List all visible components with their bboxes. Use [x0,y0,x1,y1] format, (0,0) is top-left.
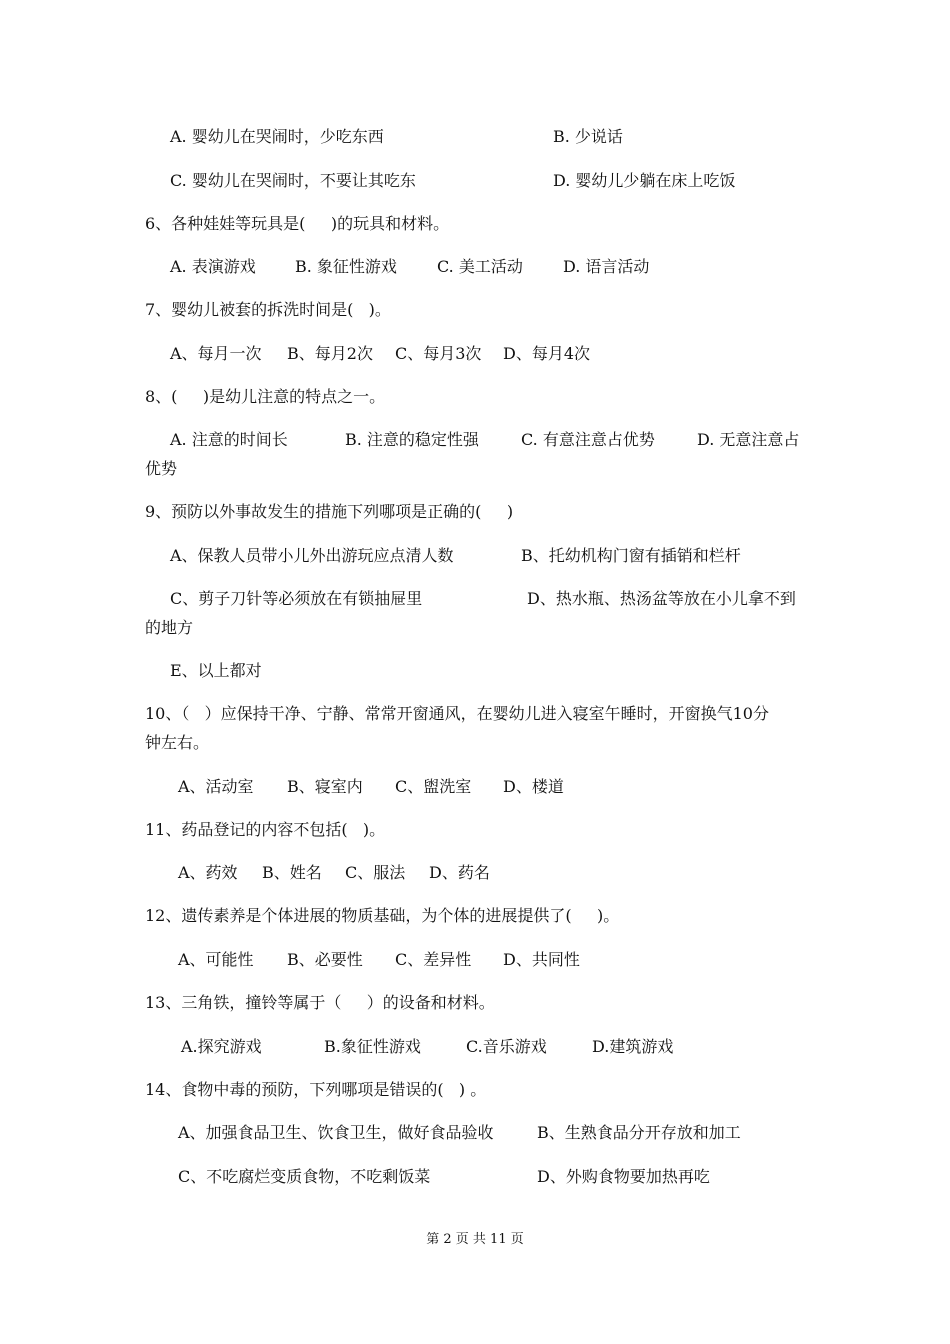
option-d: D. 无意注意占 [697,430,800,449]
option-c: C、剪子刀针等必须放在有锁抽屉里 [170,589,423,608]
question-stem-continuation: 钟左右。 [145,733,210,752]
option-d: D、楼道 [503,777,564,796]
option-d: D、每月4次 [503,344,591,363]
option-a: A、可能性 [178,950,254,969]
question-stem: 10、（ ）应保持干净、宁静、常常开窗通风，在婴幼儿进入寝室午睡时，开窗换气10分 [145,704,769,723]
question-stem: 6、各种娃娃等玩具是( )的玩具和材料。 [145,214,450,233]
option-c: C、每月3次 [395,344,482,363]
option-d-continuation: 优势 [145,459,178,478]
option-d: D、外购食物要加热再吃 [537,1167,710,1186]
option-d: D. 婴幼儿少躺在床上吃饭 [553,171,736,190]
option-a: A、加强食品卫生、饮食卫生，做好食品验收 [178,1123,494,1142]
option-c: C、盥洗室 [395,777,472,796]
option-c: C、服法 [345,863,406,882]
option-d: D、热水瓶、热汤盆等放在小儿拿不到 [527,589,796,608]
option-b: B、必要性 [287,950,363,969]
option-a: A、每月一次 [170,344,262,363]
option-b: B. 注意的稳定性强 [345,430,479,449]
option-a: A.探究游戏 [181,1037,262,1056]
option-a: A、药效 [178,863,238,882]
option-b: B、姓名 [262,863,322,882]
question-stem: 12、遗传素养是个体进展的物质基础，为个体的进展提供了( )。 [145,906,620,925]
option-c: C、不吃腐烂变质食物，不吃剩饭菜 [178,1167,431,1186]
option-d: D. 语言活动 [563,257,650,276]
option-b: B. 少说话 [553,127,623,146]
option-b: B.象征性游戏 [324,1037,421,1056]
question-stem: 9、预防以外事故发生的措施下列哪项是正确的( ) [145,502,514,521]
page-footer: 第 2 页 共 11 页 [426,1232,524,1247]
question-stem: 8、( )是幼儿注意的特点之一。 [145,387,386,406]
question-stem: 11、药品登记的内容不包括( )。 [145,820,386,839]
option-d: D、共同性 [503,950,580,969]
option-c: C. 婴幼儿在哭闹时，不要让其吃东 [170,171,416,190]
option-a: A. 注意的时间长 [170,430,288,449]
option-b: B、生熟食品分开存放和加工 [537,1123,741,1142]
option-d-continuation: 的地方 [145,618,194,637]
option-a: A. 婴幼儿在哭闹时，少吃东西 [170,127,384,146]
option-a: A、保教人员带小儿外出游玩应点清人数 [170,546,454,565]
option-c: C. 有意注意占优势 [521,430,655,449]
option-b: B、每月2次 [287,344,373,363]
option-e: E、以上都对 [170,661,262,680]
option-d: D.建筑游戏 [592,1037,674,1056]
option-d: D、药名 [429,863,490,882]
option-c: C. 美工活动 [437,257,523,276]
option-b: B、寝室内 [287,777,363,796]
option-c: C.音乐游戏 [466,1037,547,1056]
question-stem: 14、食物中毒的预防，下列哪项是错误的( ) 。 [145,1080,487,1099]
option-a: A. 表演游戏 [170,257,256,276]
option-c: C、差异性 [395,950,472,969]
question-stem: 13、三角铁，撞铃等属于（ ）的设备和材料。 [145,993,495,1012]
option-b: B. 象征性游戏 [295,257,397,276]
question-stem: 7、婴幼儿被套的拆洗时间是( )。 [145,300,391,319]
option-b: B、托幼机构门窗有插销和栏杆 [521,546,741,565]
option-a: A、活动室 [178,777,254,796]
